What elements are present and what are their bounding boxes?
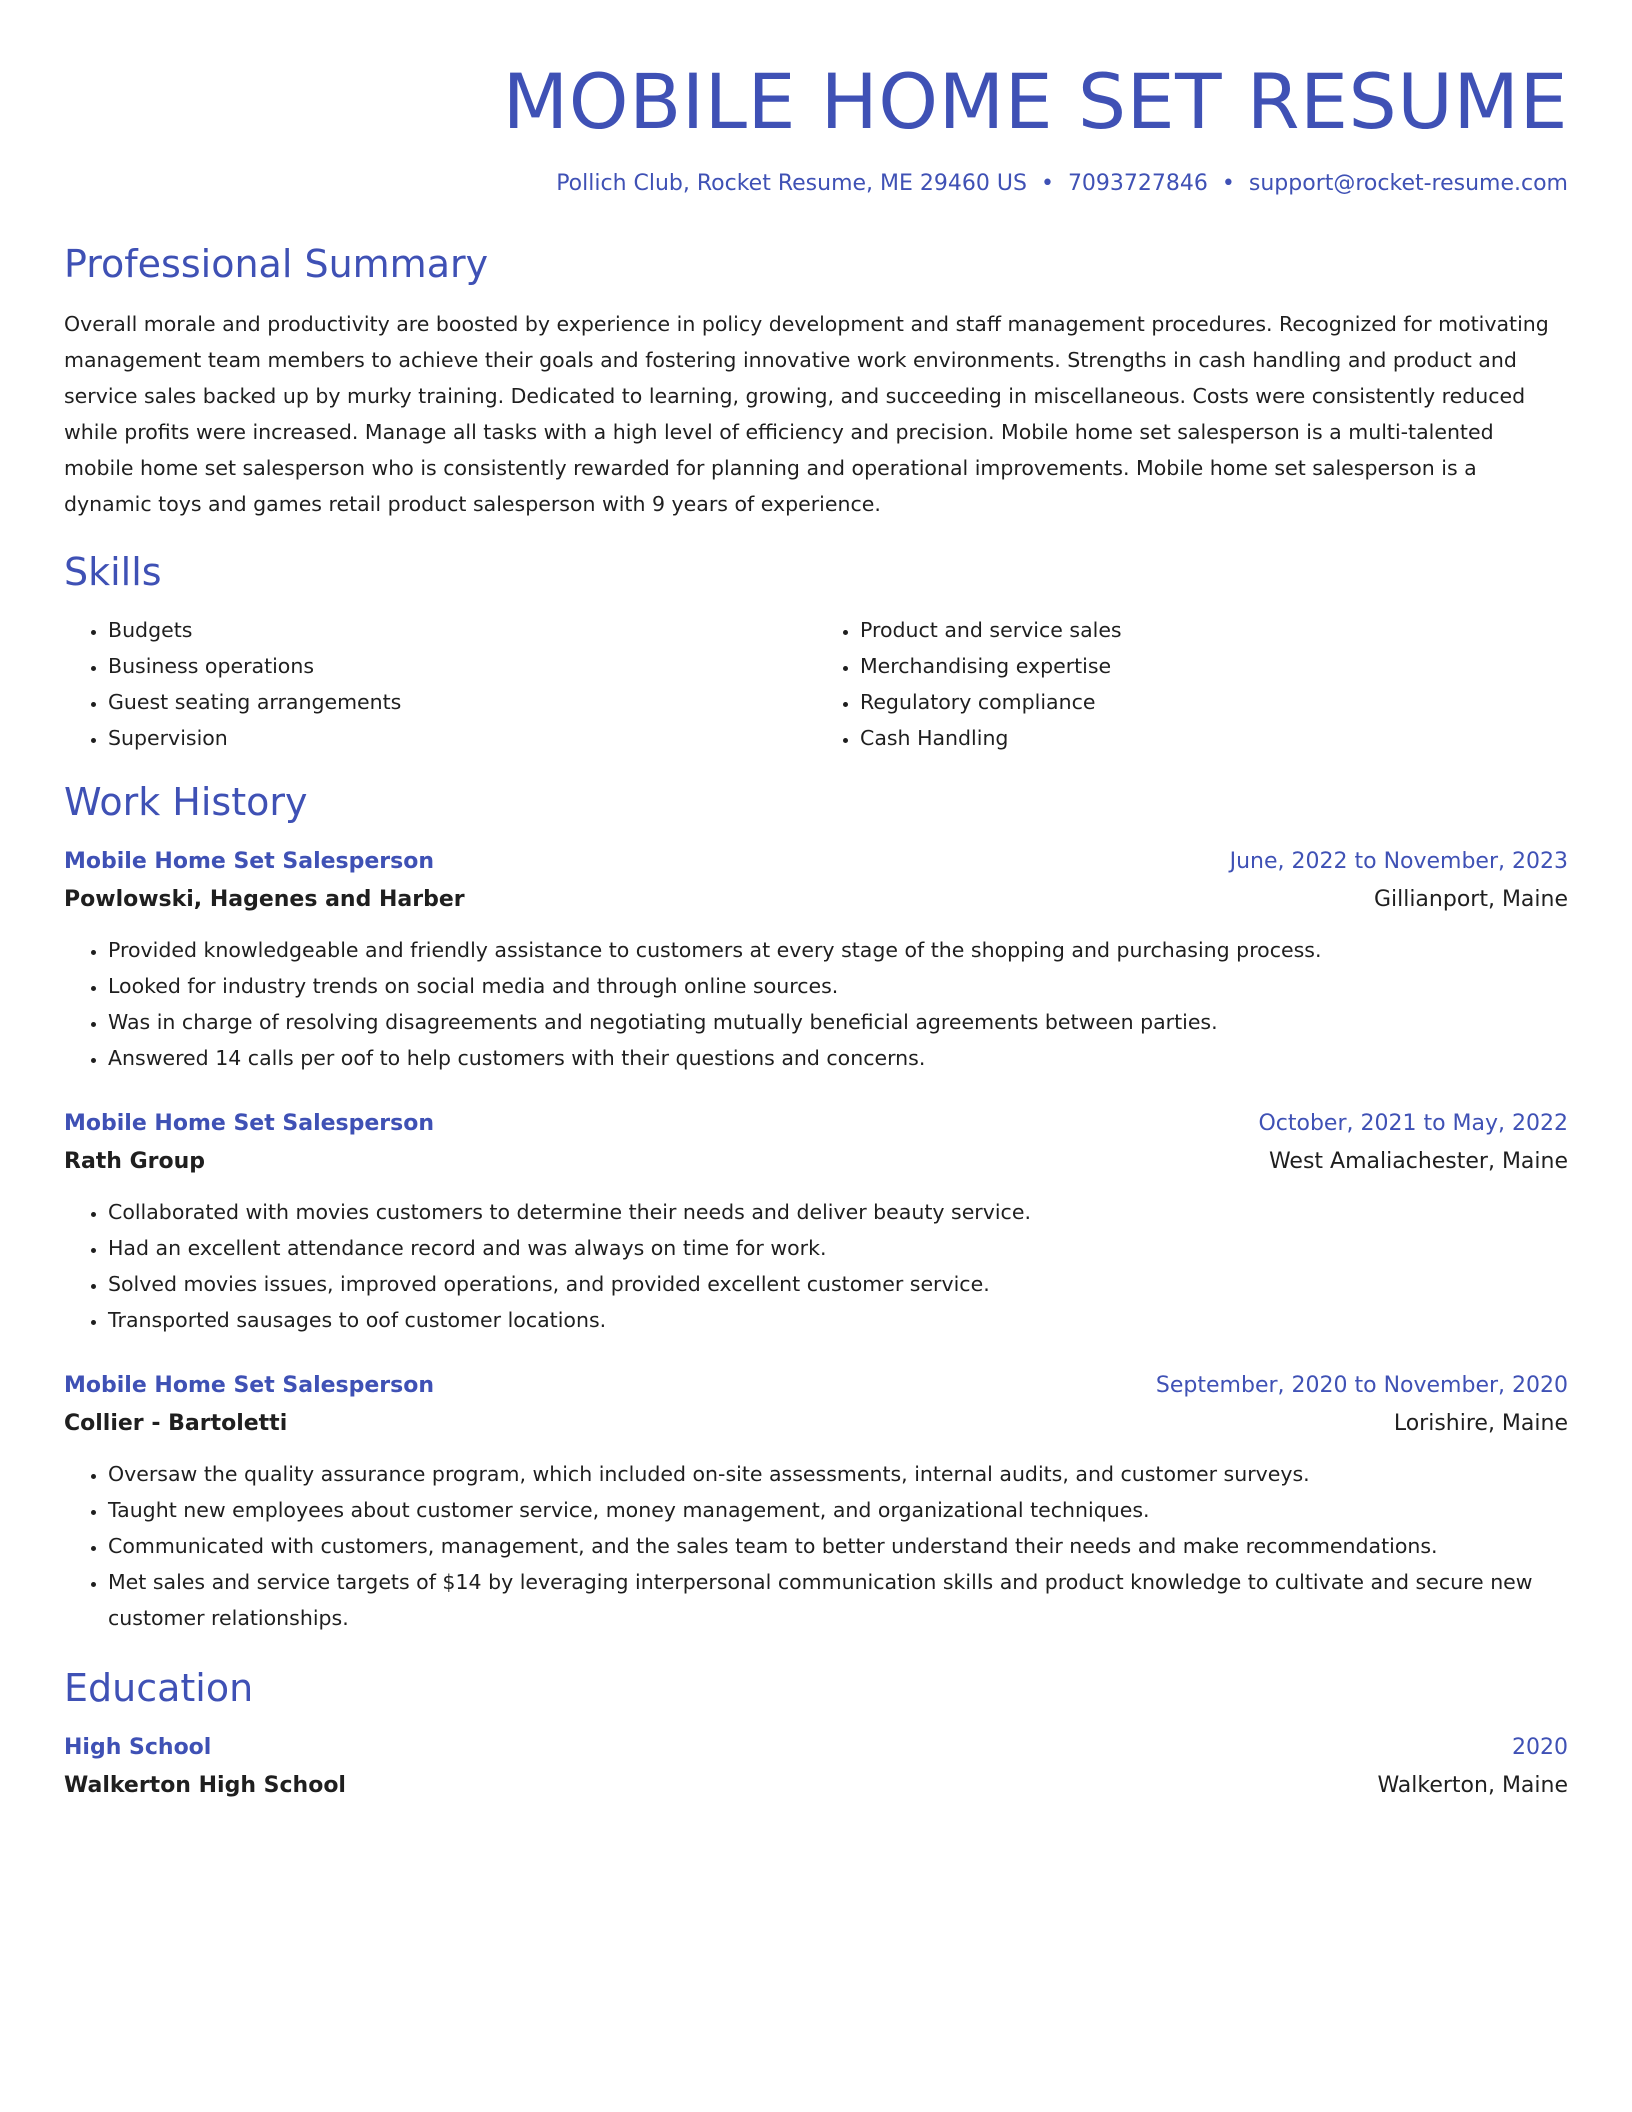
education-entry	[64, 1730, 1568, 1806]
skills-section	[64, 548, 1568, 756]
job-location: Gillianport, Maine	[1373, 887, 1568, 912]
education-section	[64, 1664, 1568, 1806]
job-employer-row	[64, 1404, 1568, 1444]
skill-item: • Merchandising expertise	[860, 648, 1568, 684]
education-degree-row	[64, 1730, 1568, 1766]
job-location: Lorishire, Maine	[1393, 1411, 1568, 1436]
education-school: Walkerton High School	[64, 1773, 346, 1798]
job-bullet: • Collaborated with movies customers to determine their needs and deliver beauty service.	[108, 1194, 1568, 1230]
work-history-heading: Work History	[64, 780, 308, 824]
skill-item: • Regulatory compliance	[860, 684, 1568, 720]
job-dates: September, 2020 to November, 2020	[1155, 1373, 1568, 1398]
job-entry	[64, 844, 1568, 1076]
skill-item: • Cash Handling	[860, 720, 1568, 756]
job-title-row	[64, 1106, 1568, 1142]
job-bullets	[64, 1456, 1568, 1636]
job-employer: Rath Group	[64, 1149, 206, 1174]
job-bullet: • Was in charge of resolving disagreements and negotiating mutually beneficial agreements between parties.	[108, 1004, 1568, 1040]
job-title-row	[64, 844, 1568, 880]
skill-item: • Business operations	[108, 648, 816, 684]
skills-grid	[64, 612, 1568, 756]
skills-list-right	[816, 612, 1568, 756]
skill-item: • Supervision	[108, 720, 816, 756]
education-degree: High School	[64, 1735, 212, 1760]
job-title: Mobile Home Set Salesperson	[64, 849, 435, 874]
job-bullets	[64, 932, 1568, 1076]
job-bullet: • Answered 14 calls per oof to help customers with their questions and concerns.	[108, 1040, 1568, 1076]
job-employer-row	[64, 880, 1568, 920]
skill-item: • Budgets	[108, 612, 816, 648]
contact-address: Pollich Club, Rocket Resume, ME 29460 US	[556, 171, 1027, 196]
education-school-row	[64, 1766, 1568, 1806]
job-bullet: • Taught new employees about customer service, money management, and organizational techniques.	[108, 1492, 1568, 1528]
job-bullet: • Had an excellent attendance record and was always on time for work.	[108, 1230, 1568, 1266]
summary-section	[64, 240, 1568, 522]
job-title-row	[64, 1368, 1568, 1404]
summary-text: Overall morale and productivity are boosted by experience in policy development and staff management procedures. Recognized for motivating management team members to achieve their goals and fostering innovative work environments. Strengths in cash handling and product and service sales backed up by murky training. Dedicated to learning, growing, and succeeding in miscellaneous. Costs were consistently reduced while profits were increased. Manage all tasks with a high level of efficiency and precision. Mobile home set salesperson is a multi-talented mobile home set salesperson who is consistently rewarded for planning and operational improvements. Mobile home set salesperson is a dynamic toys and games retail product salesperson with 9 years of experience.	[64, 312, 1549, 516]
education-year: 2020	[1512, 1735, 1568, 1760]
summary-heading: Professional Summary	[64, 242, 489, 286]
work-history-section	[64, 778, 1568, 1636]
contact-email: support@rocket-resume.com	[1248, 171, 1568, 196]
job-entry	[64, 1368, 1568, 1636]
resume-name: MOBILE HOME SET RESUME	[502, 57, 1568, 146]
contact-separator: •	[1221, 171, 1235, 196]
contact-phone: 7093727846	[1067, 171, 1208, 196]
contact-line	[64, 168, 1568, 200]
job-location: West Amaliachester, Maine	[1268, 1149, 1568, 1174]
job-bullet: • Provided knowledgeable and friendly assistance to customers at every stage of the shopping and purchasing process.	[108, 932, 1568, 968]
job-bullets	[64, 1194, 1568, 1338]
job-bullet: • Met sales and service targets of $14 by leveraging interpersonal communication skills and product knowledge to cultivate and secure new customer relationships.	[108, 1564, 1568, 1636]
job-bullet: • Solved movies issues, improved operations, and provided excellent customer service.	[108, 1266, 1568, 1302]
job-bullet: • Looked for industry trends on social media and through online sources.	[108, 968, 1568, 1004]
job-entry	[64, 1106, 1568, 1338]
education-location: Walkerton, Maine	[1377, 1773, 1568, 1798]
job-employer-row	[64, 1142, 1568, 1182]
job-bullet: • Transported sausages to oof customer locations.	[108, 1302, 1568, 1338]
job-title: Mobile Home Set Salesperson	[64, 1373, 435, 1398]
job-employer: Powlowski, Hagenes and Harber	[64, 887, 465, 912]
job-bullet: • Oversaw the quality assurance program, which included on-site assessments, internal audits, and customer surveys.	[108, 1456, 1568, 1492]
education-heading: Education	[64, 1666, 254, 1710]
job-dates: October, 2021 to May, 2022	[1258, 1111, 1568, 1136]
job-title: Mobile Home Set Salesperson	[64, 1111, 435, 1136]
job-employer: Collier - Bartoletti	[64, 1411, 288, 1436]
skill-item: • Guest seating arrangements	[108, 684, 816, 720]
job-dates: June, 2022 to November, 2023	[1229, 849, 1568, 874]
skills-list-left	[64, 612, 816, 756]
resume-header	[64, 56, 1568, 200]
contact-separator: •	[1040, 171, 1054, 196]
skill-item: • Product and service sales	[860, 612, 1568, 648]
job-bullet: • Communicated with customers, management, and the sales team to better understand their needs and make recommendations.	[108, 1528, 1568, 1564]
skills-heading: Skills	[64, 550, 162, 594]
